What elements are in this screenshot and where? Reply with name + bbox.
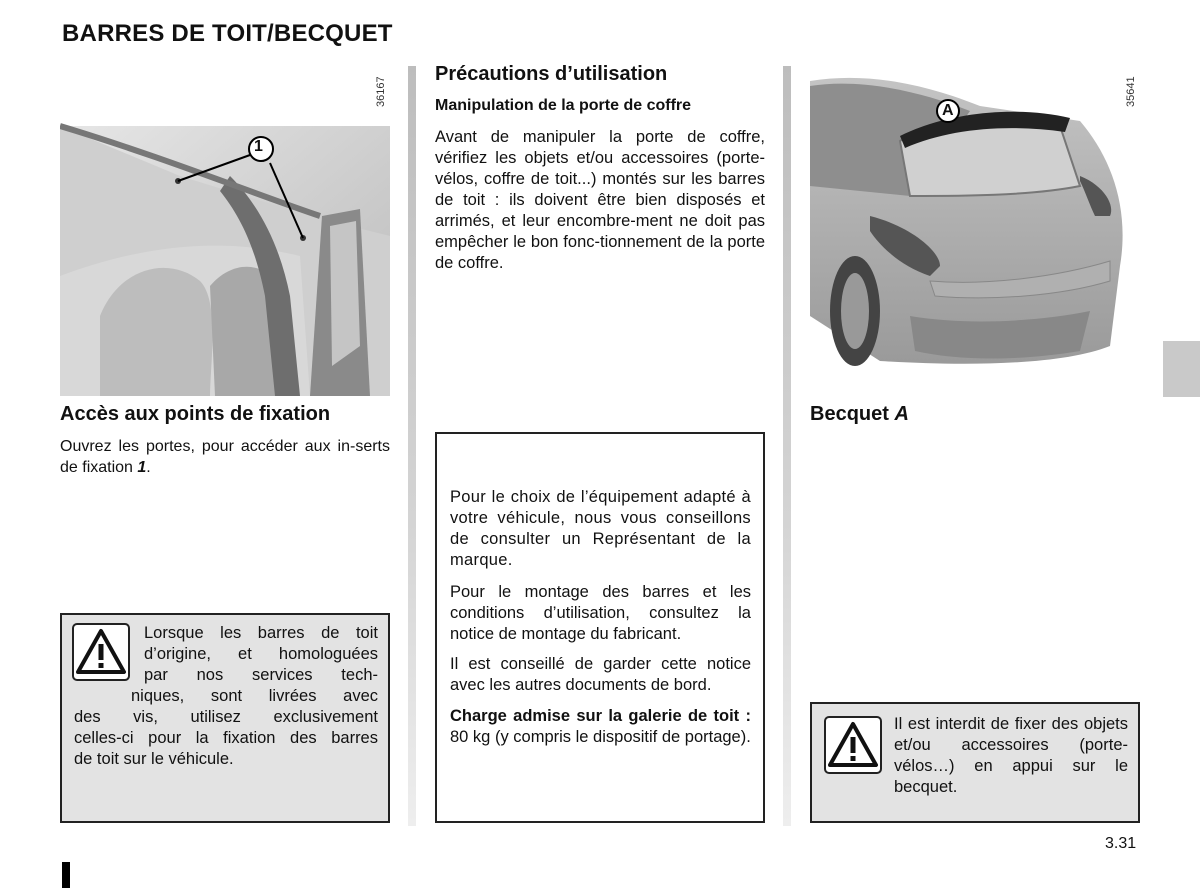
right-heading-text: Becquet [810, 403, 895, 425]
left-warning-box [60, 613, 390, 823]
warning-text [74, 623, 378, 770]
page-title: BARRES DE TOIT/BECQUET [62, 20, 393, 47]
right-heading [810, 403, 909, 426]
left-text-ref: 1 [137, 459, 147, 476]
callout-label: 1 [254, 138, 263, 155]
warning-line: de toit sur le véhicule. [74, 750, 234, 768]
column-divider [408, 66, 416, 826]
roof-bar-interior-figure [60, 66, 390, 396]
warning-icon [824, 716, 882, 774]
warning-line: d’origine, et homologuées [144, 645, 378, 663]
page-number: 3.31 [1105, 835, 1137, 852]
left-text-end: . [146, 459, 151, 476]
info-paragraph-load [450, 706, 751, 748]
left-text-body: Ouvrez les portes, pour accéder aux in-serts de fixation [60, 438, 390, 476]
middle-paragraph: Avant de manipuler la porte de coffre, vérifiez les objets et/ou accessoires (porte-vélos, coffre de toit...) montés sur les barres de toit : ils doivent être bien disposés et arrimés, et leur encombre-ment ne doit pas empêcher le bon fonc-tionnement de la porte de coffre. [435, 128, 765, 272]
middle-subheading: Manipulation de la porte de coffre [435, 97, 692, 114]
warning-text: Il est interdit de fixer des objets et/ou accessoires (porte-vélos…) en appui sur le becquet. [894, 715, 1128, 796]
figure-id: 35641 [1125, 76, 1137, 107]
car-interior-illustration [60, 66, 390, 396]
callout-label: A [942, 102, 954, 119]
car-rear-illustration [810, 66, 1140, 396]
chapter-tab [1163, 341, 1200, 397]
left-heading: Accès aux points de fixation [60, 403, 331, 425]
middle-info-box [435, 432, 765, 823]
warning-line: des vis, utilisez exclusivement [74, 708, 378, 726]
spoiler-figure [810, 66, 1140, 396]
figure-id: 36167 [375, 76, 387, 107]
right-warning-box [810, 702, 1140, 823]
info-paragraph: Pour le choix de l’équipement adapté à votre véhicule, nous vous conseillons de consulter un Représentant de la marque. [450, 488, 751, 569]
middle-heading: Précautions d’utilisation [435, 63, 668, 85]
load-value: 80 kg (y compris le dispositif de portage). [450, 728, 751, 746]
info-paragraph: Il est conseillé de garder cette notice avec les autres documents de bord. [450, 655, 751, 694]
load-label: Charge admise sur la galerie de toit : [450, 707, 751, 725]
column-divider [783, 66, 791, 826]
info-paragraph: Pour le montage des barres et les conditions d’utilisation, consultez la notice de montage du fabricant. [450, 583, 751, 643]
warning-line: niques, sont livrées avec [131, 687, 378, 705]
crop-mark [62, 862, 70, 888]
right-heading-ref: A [894, 403, 909, 425]
warning-line: par nos services tech- [144, 666, 378, 684]
warning-line: Lorsque les barres de toit [144, 624, 378, 642]
left-text [60, 436, 390, 478]
warning-line: celles-ci pour la fixation des barres [74, 729, 378, 747]
